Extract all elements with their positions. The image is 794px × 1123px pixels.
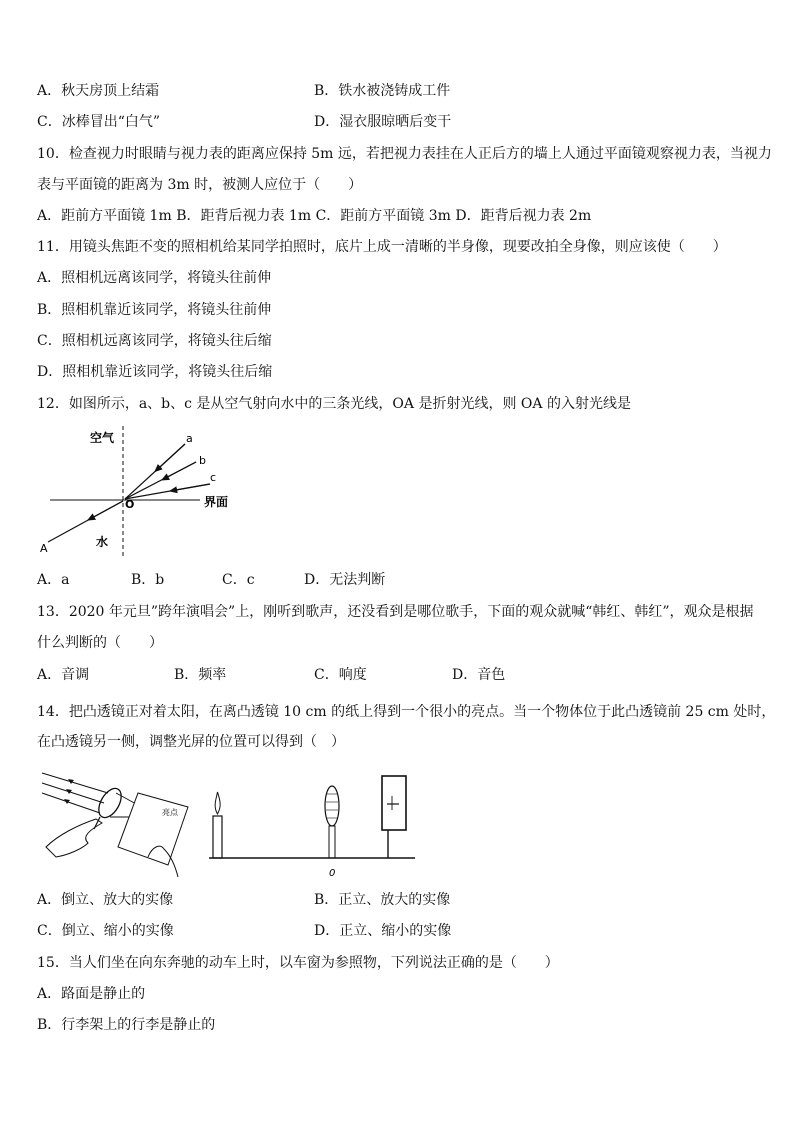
q11-option-d: D．照相机靠近该同学，将镜头往后缩 (37, 364, 273, 380)
label-ray-b: b (199, 454, 206, 467)
q9-option-d: D．湿衣服晾晒后变干 (314, 114, 452, 130)
q14-option-a: A．倒立、放大的实像 (37, 892, 174, 908)
label-water: 水 (96, 535, 109, 549)
bench-lens (325, 786, 339, 826)
light-screen (382, 776, 406, 830)
q15-option-a: A．路面是静止的 (37, 986, 146, 1002)
q10-stem-line1: 10．检查视力时眼睛与视力表的距离应保持 5m 远，若把视力表挂在人正后方的墙上人通过平面镜观察视力表，当视力 (37, 146, 772, 162)
refraction-diagram (30, 422, 250, 562)
q13-option-b: B．频率 (174, 667, 227, 683)
q14-option-c: C．倒立、缩小的实像 (37, 923, 174, 939)
label-ray-c: c (210, 471, 217, 484)
candle-flame (215, 792, 220, 814)
candle (213, 816, 222, 858)
q11-option-b: B．照相机靠近该同学，将镜头往前伸 (37, 302, 272, 318)
q11-stem: 11．用镜头焦距不变的照相机给某同学拍照时，底片上成一清晰的半身像，现要改拍全身像，则应该使（ ） (37, 239, 727, 255)
hand-left (46, 819, 102, 857)
q12-option-a: A．a (37, 572, 70, 588)
label-bench-origin: 0 (329, 868, 336, 879)
label-bright-spot: 亮点 (162, 808, 178, 817)
q15-option-b: B．行李架上的行李是静止的 (37, 1017, 216, 1033)
q12-stem: 12．如图所示，a、b、c 是从空气射向水中的三条光线，OA 是折射光线，则 OA 的入射光线是 (37, 396, 631, 412)
q9-option-c: C．冰棒冒出“白气” (37, 114, 161, 130)
label-o: O (125, 498, 135, 511)
q13-option-a: A．音调 (37, 667, 90, 683)
q14-stem-line1: 14．把凸透镜正对着太阳，在离凸透镜 10 cm 的纸上得到一个很小的亮点。当一个物体位于此凸透镜前 25 cm 处时， (37, 704, 776, 720)
label-point-a: A (40, 542, 48, 555)
q13-option-c: C．响度 (314, 667, 367, 683)
q15-stem: 15．当人们坐在向东奔驰的动车上时，以车窗为参照物，下列说法正确的是（ ） (37, 955, 559, 971)
label-interface: 界面 (204, 495, 229, 509)
optical-bench-figure (205, 770, 420, 882)
q9-option-a: A．秋天房顶上结霜 (37, 83, 160, 99)
q13-stem-line1: 13．2020 年元旦”跨年演唱会”上，刚听到歌声，还没看到是哪位歌手，下面的观众就喊“韩红、韩红”，观众是根据 (37, 604, 754, 620)
q14-option-d: D．正立、缩小的实像 (314, 923, 452, 939)
q14-stem-line2: 在凸透镜另一侧，调整光屏的位置可以得到（ ） (37, 734, 345, 750)
q11-option-a: A．照相机远离该同学，将镜头往前伸 (37, 270, 272, 286)
q13-option-d: D．音色 (452, 667, 506, 683)
q9-option-b: B．铁水被浇铸成工件 (314, 83, 451, 99)
label-ray-a: a (186, 432, 193, 445)
q11-option-c: C．照相机远离该同学，将镜头往后缩 (37, 333, 272, 349)
q12-option-c: C．c (222, 572, 255, 588)
q12-option-d: D．无法判断 (304, 572, 386, 588)
q14-option-b: B．正立、放大的实像 (314, 892, 451, 908)
q10-stem-line2: 表与平面镜的距离为 3m 时，被测人应位于（ ） (37, 177, 363, 193)
label-air: 空气 (90, 431, 115, 445)
paper-sheet (118, 793, 188, 865)
q13-stem-line2: 什么判断的（ ） (37, 635, 163, 651)
q12-option-b: B．b (131, 572, 165, 588)
q10-options: A．距前方平面镜 1m B．距背后视力表 1m C．距前方平面镜 3m D．距背后视力表 2m (37, 208, 592, 224)
lens-sunlight-figure (38, 765, 198, 880)
